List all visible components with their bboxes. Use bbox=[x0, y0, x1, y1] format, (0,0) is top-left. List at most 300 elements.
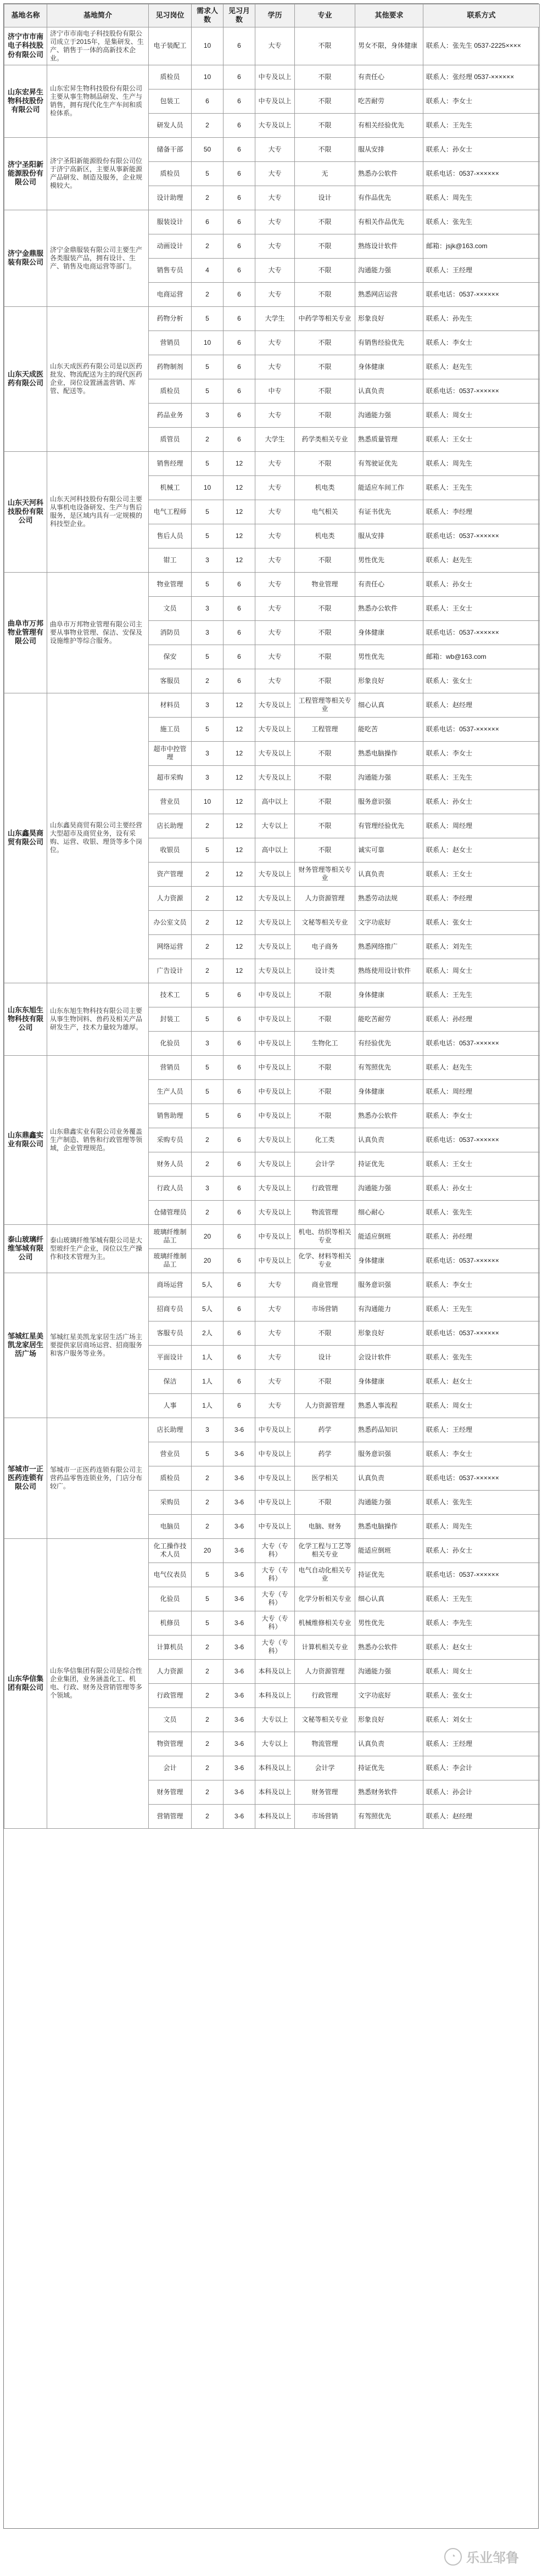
requirements-cell: 服从安排 bbox=[355, 524, 423, 548]
degree-cell: 中专及以上 bbox=[255, 1031, 295, 1055]
degree-cell: 大专 bbox=[255, 282, 295, 306]
days-cell: 3-6 bbox=[223, 1466, 255, 1490]
days-cell: 12 bbox=[223, 814, 255, 838]
position-cell: 电气仪表员 bbox=[149, 1563, 192, 1587]
degree-cell: 大专 bbox=[255, 1345, 295, 1369]
requirements-cell: 身体健康 bbox=[355, 1369, 423, 1393]
major-cell: 药学类相关专业 bbox=[295, 427, 355, 451]
count-cell: 10 bbox=[192, 475, 223, 500]
count-cell: 2 bbox=[192, 1804, 223, 1828]
count-cell: 5人 bbox=[192, 1273, 223, 1297]
position-cell: 营销管理 bbox=[149, 1804, 192, 1828]
position-cell: 客服专员 bbox=[149, 1321, 192, 1345]
count-cell: 5 bbox=[192, 1442, 223, 1466]
major-cell: 电脑、财务 bbox=[295, 1514, 355, 1538]
degree-cell: 中专及以上 bbox=[255, 1466, 295, 1490]
position-cell: 储备干部 bbox=[149, 137, 192, 161]
days-cell: 3-6 bbox=[223, 1490, 255, 1514]
degree-cell: 大专 bbox=[255, 27, 295, 65]
days-cell: 3-6 bbox=[223, 1707, 255, 1732]
contact-cell: 联系人：王经理 bbox=[423, 258, 540, 282]
requirements-cell: 服务意识强 bbox=[355, 1442, 423, 1466]
contact-cell: 联系人：赵女士 bbox=[423, 1635, 540, 1659]
major-cell: 不限 bbox=[295, 210, 355, 234]
base-name-cell: 山东宏昇生物科技股份有限公司 bbox=[4, 65, 47, 137]
count-cell: 2 bbox=[192, 886, 223, 910]
base-intro-cell: 济宁金鼎服装有限公司主要生产各类服装产品，拥有设计、生产、销售及电商运营等部门。 bbox=[47, 210, 149, 306]
days-cell: 6 bbox=[223, 572, 255, 596]
days-cell: 12 bbox=[223, 500, 255, 524]
days-cell: 6 bbox=[223, 89, 255, 113]
count-cell: 5 bbox=[192, 1104, 223, 1128]
major-cell: 人力资源管理 bbox=[295, 1393, 355, 1418]
degree-cell: 中专及以上 bbox=[255, 1224, 295, 1248]
position-cell: 药物制剂 bbox=[149, 355, 192, 379]
degree-cell: 大专以上 bbox=[255, 814, 295, 838]
position-cell: 采购专员 bbox=[149, 1128, 192, 1152]
position-cell: 机械工 bbox=[149, 475, 192, 500]
base-intro-cell: 山东鼎鑫实业有限公司业务覆盖生产制造、销售和行政管理等领域，企业管理规范。 bbox=[47, 1055, 149, 1224]
requirements-cell: 熟练使用设计软件 bbox=[355, 959, 423, 983]
requirements-cell: 能适应倒班 bbox=[355, 1538, 423, 1563]
major-cell: 药学 bbox=[295, 1442, 355, 1466]
requirements-cell: 认真负责 bbox=[355, 862, 423, 886]
base-name-cell: 山东天成医药有限公司 bbox=[4, 306, 47, 451]
base-intro-cell: 邹城市一正医药连锁有限公司主营药品零售连锁业务，门店分布较广。 bbox=[47, 1418, 149, 1538]
base-intro-cell: 山东鑫昊商贸有限公司主要经营大型超市及商贸业务，设有采购、运营、收银、理货等多个岗位。 bbox=[47, 693, 149, 983]
requirements-cell: 吃苦耐劳 bbox=[355, 89, 423, 113]
degree-cell: 大专 bbox=[255, 475, 295, 500]
requirements-cell: 诚实可靠 bbox=[355, 838, 423, 862]
header-requirements: 其他要求 bbox=[355, 4, 423, 27]
contact-cell: 联系人：李会计 bbox=[423, 1756, 540, 1780]
major-cell: 行政管理 bbox=[295, 1683, 355, 1707]
days-cell: 12 bbox=[223, 548, 255, 572]
contact-cell: 联系人：赵经理 bbox=[423, 693, 540, 717]
header-position: 见习岗位 bbox=[149, 4, 192, 27]
major-cell: 不限 bbox=[295, 983, 355, 1007]
contact-cell: 联系人：周女士 bbox=[423, 403, 540, 427]
contact-cell: 联系人：周先生 bbox=[423, 1514, 540, 1538]
degree-cell: 大专及以上 bbox=[255, 741, 295, 765]
contact-cell: 联系人：张先生 bbox=[423, 1345, 540, 1369]
table-row bbox=[4, 1055, 540, 1079]
contact-cell: 联系人：王经理 bbox=[423, 1732, 540, 1756]
count-cell: 2 bbox=[192, 1128, 223, 1152]
degree-cell: 大专及以上 bbox=[255, 1152, 295, 1176]
major-cell: 商业管理 bbox=[295, 1273, 355, 1297]
degree-cell: 中专及以上 bbox=[255, 1055, 295, 1079]
requirements-cell: 有驾照优先 bbox=[355, 1804, 423, 1828]
major-cell: 不限 bbox=[295, 1321, 355, 1345]
table-row bbox=[4, 1273, 540, 1297]
count-cell: 2 bbox=[192, 1466, 223, 1490]
contact-cell: 联系人：刘先生 bbox=[423, 934, 540, 959]
requirements-cell: 细心认真 bbox=[355, 693, 423, 717]
requirements-cell: 身体健康 bbox=[355, 1248, 423, 1273]
count-cell: 3 bbox=[192, 548, 223, 572]
requirements-cell: 熟悉网络推广 bbox=[355, 934, 423, 959]
count-cell: 2 bbox=[192, 1780, 223, 1804]
days-cell: 6 bbox=[223, 306, 255, 331]
requirements-cell: 服务意识强 bbox=[355, 789, 423, 814]
count-cell: 5 bbox=[192, 161, 223, 186]
requirements-cell: 熟悉人事流程 bbox=[355, 1393, 423, 1418]
count-cell: 6 bbox=[192, 89, 223, 113]
days-cell: 12 bbox=[223, 862, 255, 886]
count-cell: 5 bbox=[192, 645, 223, 669]
base-name-cell: 山东东旭生物科技有限公司 bbox=[4, 983, 47, 1055]
position-cell: 设计助理 bbox=[149, 186, 192, 210]
major-cell: 不限 bbox=[295, 403, 355, 427]
degree-cell: 大专（专科） bbox=[255, 1635, 295, 1659]
days-cell: 6 bbox=[223, 1055, 255, 1079]
count-cell: 5 bbox=[192, 1055, 223, 1079]
degree-cell: 高中以上 bbox=[255, 838, 295, 862]
days-cell: 12 bbox=[223, 693, 255, 717]
requirements-cell: 细心耐心 bbox=[355, 1200, 423, 1224]
requirements-cell: 男性优先 bbox=[355, 645, 423, 669]
days-cell: 6 bbox=[223, 65, 255, 89]
requirements-cell: 沟通能力强 bbox=[355, 1176, 423, 1200]
contact-cell: 联系人：周先生 bbox=[423, 451, 540, 475]
requirements-cell: 有责任心 bbox=[355, 65, 423, 89]
major-cell: 化学工程与工艺等相关专业 bbox=[295, 1538, 355, 1563]
major-cell: 不限 bbox=[295, 27, 355, 65]
count-cell: 5 bbox=[192, 500, 223, 524]
degree-cell: 大专 bbox=[255, 645, 295, 669]
contact-cell: 联系人：张经理 0537-×××××× bbox=[423, 65, 540, 89]
requirements-cell: 熟悉电脑操作 bbox=[355, 741, 423, 765]
requirements-cell: 熟悉办公软件 bbox=[355, 1635, 423, 1659]
degree-cell: 中专及以上 bbox=[255, 1007, 295, 1031]
degree-cell: 大专（专科） bbox=[255, 1611, 295, 1635]
requirements-cell: 持证优先 bbox=[355, 1152, 423, 1176]
position-cell: 化验员 bbox=[149, 1031, 192, 1055]
table-row bbox=[4, 983, 540, 1007]
degree-cell: 高中以上 bbox=[255, 789, 295, 814]
count-cell: 3 bbox=[192, 693, 223, 717]
days-cell: 3-6 bbox=[223, 1611, 255, 1635]
requirements-cell: 有驾驶证优先 bbox=[355, 451, 423, 475]
days-cell: 6 bbox=[223, 1369, 255, 1393]
position-cell: 化工操作技术人员 bbox=[149, 1538, 192, 1563]
count-cell: 2 bbox=[192, 1756, 223, 1780]
major-cell: 不限 bbox=[295, 1104, 355, 1128]
major-cell: 不限 bbox=[295, 451, 355, 475]
major-cell: 电气相关 bbox=[295, 500, 355, 524]
count-cell: 5 bbox=[192, 524, 223, 548]
position-cell: 玻璃纤维制品工 bbox=[149, 1224, 192, 1248]
major-cell: 机械维修相关专业 bbox=[295, 1611, 355, 1635]
major-cell: 文秘等相关专业 bbox=[295, 1707, 355, 1732]
days-cell: 3-6 bbox=[223, 1442, 255, 1466]
major-cell: 不限 bbox=[295, 1369, 355, 1393]
degree-cell: 大专及以上 bbox=[255, 934, 295, 959]
degree-cell: 大专及以上 bbox=[255, 862, 295, 886]
count-cell: 2 bbox=[192, 1152, 223, 1176]
header-count: 需求人数 bbox=[192, 4, 223, 27]
count-cell: 3 bbox=[192, 1176, 223, 1200]
requirements-cell: 有证书优先 bbox=[355, 500, 423, 524]
major-cell: 不限 bbox=[295, 620, 355, 645]
degree-cell: 大专 bbox=[255, 548, 295, 572]
requirements-cell: 有驾照优先 bbox=[355, 1055, 423, 1079]
header-days: 见习月数 bbox=[223, 4, 255, 27]
count-cell: 20 bbox=[192, 1248, 223, 1273]
requirements-cell: 熟悉财务软件 bbox=[355, 1780, 423, 1804]
contact-cell: 联系人：王经理 bbox=[423, 1418, 540, 1442]
count-cell: 5 bbox=[192, 1587, 223, 1611]
days-cell: 3-6 bbox=[223, 1780, 255, 1804]
position-cell: 超市中控管理 bbox=[149, 741, 192, 765]
position-cell: 财务人员 bbox=[149, 1152, 192, 1176]
contact-cell: 联系人：孙经理 bbox=[423, 1007, 540, 1031]
count-cell: 10 bbox=[192, 789, 223, 814]
contact-cell: 联系电话：0537-×××××× bbox=[423, 1466, 540, 1490]
degree-cell: 大学生 bbox=[255, 306, 295, 331]
major-cell: 设计 bbox=[295, 186, 355, 210]
degree-cell: 大专 bbox=[255, 186, 295, 210]
major-cell: 工程管理 bbox=[295, 717, 355, 741]
major-cell: 机电类 bbox=[295, 524, 355, 548]
degree-cell: 大专及以上 bbox=[255, 910, 295, 934]
days-cell: 6 bbox=[223, 1007, 255, 1031]
base-intro-cell: 济宁圣阳新能源股份有限公司位于济宁高新区，主要从事新能源产品研发、制造及服务，企业规模较大。 bbox=[47, 137, 149, 210]
major-cell: 设计 bbox=[295, 1345, 355, 1369]
count-cell: 3 bbox=[192, 741, 223, 765]
position-cell: 电气工程师 bbox=[149, 500, 192, 524]
degree-cell: 大专（专科） bbox=[255, 1587, 295, 1611]
contact-cell: 联系人：李女士 bbox=[423, 1442, 540, 1466]
major-cell: 中药学等相关专业 bbox=[295, 306, 355, 331]
requirements-cell: 能吃苦耐劳 bbox=[355, 1007, 423, 1031]
requirements-cell: 文字功底好 bbox=[355, 1683, 423, 1707]
base-name-cell: 邹城红星美凯龙家居生活广场 bbox=[4, 1273, 47, 1418]
degree-cell: 中专及以上 bbox=[255, 1104, 295, 1128]
contact-cell: 联系人：周先生 bbox=[423, 186, 540, 210]
days-cell: 12 bbox=[223, 451, 255, 475]
position-cell: 店长助理 bbox=[149, 814, 192, 838]
position-cell: 销售专员 bbox=[149, 258, 192, 282]
contact-cell: 联系电话：0537-×××××× bbox=[423, 1321, 540, 1345]
contact-cell: 联系人：李女士 bbox=[423, 331, 540, 355]
position-cell: 文员 bbox=[149, 596, 192, 620]
days-cell: 12 bbox=[223, 934, 255, 959]
requirements-cell: 沟通能力强 bbox=[355, 1490, 423, 1514]
requirements-cell: 文字功底好 bbox=[355, 910, 423, 934]
contact-cell: 联系人：孙女士 bbox=[423, 789, 540, 814]
days-cell: 6 bbox=[223, 1176, 255, 1200]
major-cell: 设计类 bbox=[295, 959, 355, 983]
days-cell: 6 bbox=[223, 1321, 255, 1345]
days-cell: 6 bbox=[223, 1297, 255, 1321]
table-row bbox=[4, 1538, 540, 1563]
major-cell: 电气自动化相关专业 bbox=[295, 1563, 355, 1587]
position-cell: 资产管理 bbox=[149, 862, 192, 886]
major-cell: 化学分析相关专业 bbox=[295, 1587, 355, 1611]
days-cell: 6 bbox=[223, 1345, 255, 1369]
position-cell: 营业员 bbox=[149, 1442, 192, 1466]
chat-bubble-icon: ◔ bbox=[444, 2548, 462, 2566]
contact-cell: 联系电话：0537-×××××× bbox=[423, 1128, 540, 1152]
contact-cell: 联系电话：0537-×××××× bbox=[423, 379, 540, 403]
table-row bbox=[4, 572, 540, 596]
position-cell: 技术工 bbox=[149, 983, 192, 1007]
position-cell: 化验员 bbox=[149, 1587, 192, 1611]
major-cell: 不限 bbox=[295, 741, 355, 765]
count-cell: 2 bbox=[192, 1635, 223, 1659]
contact-cell: 联系人：赵女士 bbox=[423, 1369, 540, 1393]
degree-cell: 大专（专科） bbox=[255, 1538, 295, 1563]
count-cell: 10 bbox=[192, 65, 223, 89]
degree-cell: 本科及以上 bbox=[255, 1659, 295, 1683]
count-cell: 3 bbox=[192, 403, 223, 427]
contact-cell: 联系人：周经理 bbox=[423, 814, 540, 838]
days-cell: 3-6 bbox=[223, 1732, 255, 1756]
days-cell: 12 bbox=[223, 959, 255, 983]
count-cell: 3 bbox=[192, 1031, 223, 1055]
degree-cell: 大专 bbox=[255, 1393, 295, 1418]
major-cell: 无 bbox=[295, 161, 355, 186]
requirements-cell: 沟通能力强 bbox=[355, 765, 423, 789]
table-header bbox=[4, 4, 540, 27]
days-cell: 6 bbox=[223, 379, 255, 403]
count-cell: 5 bbox=[192, 355, 223, 379]
contact-cell: 联系人：李经理 bbox=[423, 886, 540, 910]
table-row bbox=[4, 451, 540, 475]
degree-cell: 大专及以上 bbox=[255, 717, 295, 741]
count-cell: 2 bbox=[192, 1200, 223, 1224]
major-cell: 人力资源管理 bbox=[295, 886, 355, 910]
major-cell: 生物化工 bbox=[295, 1031, 355, 1055]
header-base-intro: 基地简介 bbox=[47, 4, 149, 27]
major-cell: 不限 bbox=[295, 137, 355, 161]
base-intro-cell: 邹城红星美凯龙家居生活广场主要提供家居商场运营、招商服务和客户服务等业务。 bbox=[47, 1273, 149, 1418]
days-cell: 12 bbox=[223, 741, 255, 765]
base-name-cell: 山东鼎鑫实业有限公司 bbox=[4, 1055, 47, 1224]
major-cell: 化学、材料等相关专业 bbox=[295, 1248, 355, 1273]
degree-cell: 大专及以上 bbox=[255, 693, 295, 717]
count-cell: 3 bbox=[192, 620, 223, 645]
position-cell: 超市采购 bbox=[149, 765, 192, 789]
major-cell: 不限 bbox=[295, 814, 355, 838]
major-cell: 不限 bbox=[295, 1007, 355, 1031]
major-cell: 财务管理等相关专业 bbox=[295, 862, 355, 886]
requirements-cell: 认真负责 bbox=[355, 1128, 423, 1152]
degree-cell: 大专 bbox=[255, 500, 295, 524]
position-cell: 玻璃纤维制品工 bbox=[149, 1248, 192, 1273]
contact-cell: 联系人：孙经理 bbox=[423, 1224, 540, 1248]
position-cell: 营销员 bbox=[149, 331, 192, 355]
contact-cell: 联系人：张女士 bbox=[423, 1683, 540, 1707]
position-cell: 销售经理 bbox=[149, 451, 192, 475]
count-cell: 5 bbox=[192, 1563, 223, 1587]
count-cell: 5 bbox=[192, 1611, 223, 1635]
major-cell: 不限 bbox=[295, 669, 355, 693]
position-cell: 客服员 bbox=[149, 669, 192, 693]
requirements-cell: 熟悉药品知识 bbox=[355, 1418, 423, 1442]
table-row bbox=[4, 210, 540, 234]
base-intro-cell: 济宁市市南电子科技股份有限公司成立于2015年，是集研发、生产、销售于一体的高新技术企业。 bbox=[47, 27, 149, 65]
days-cell: 12 bbox=[223, 886, 255, 910]
table-row bbox=[4, 137, 540, 161]
contact-cell: 联系人：孙会计 bbox=[423, 1780, 540, 1804]
degree-cell: 大专 bbox=[255, 161, 295, 186]
position-cell: 生产人员 bbox=[149, 1079, 192, 1104]
contact-cell: 联系人：王女士 bbox=[423, 427, 540, 451]
contact-cell: 联系人：王女士 bbox=[423, 862, 540, 886]
count-cell: 2 bbox=[192, 186, 223, 210]
degree-cell: 大专及以上 bbox=[255, 886, 295, 910]
major-cell: 物流管理 bbox=[295, 1200, 355, 1224]
days-cell: 3-6 bbox=[223, 1804, 255, 1828]
contact-cell: 联系人：张先生 bbox=[423, 1200, 540, 1224]
degree-cell: 大专 bbox=[255, 331, 295, 355]
table-row bbox=[4, 27, 540, 65]
major-cell: 不限 bbox=[295, 379, 355, 403]
base-name-cell: 济宁市市南电子科技股份有限公司 bbox=[4, 27, 47, 65]
watermark-text: 乐业邹鲁 bbox=[466, 2551, 519, 2566]
contact-cell: 联系人：王先生 bbox=[423, 1297, 540, 1321]
degree-cell: 中专及以上 bbox=[255, 1248, 295, 1273]
contact-cell: 联系人：李女士 bbox=[423, 741, 540, 765]
days-cell: 3-6 bbox=[223, 1514, 255, 1538]
base-intro-cell: 山东天成医药有限公司是以医药批发、物流配送为主的现代医药企业，岗位设置涵盖营销、库管、配送等。 bbox=[47, 306, 149, 451]
position-cell: 人力资源 bbox=[149, 886, 192, 910]
position-cell: 销售助理 bbox=[149, 1104, 192, 1128]
requirements-cell: 熟悉办公软件 bbox=[355, 596, 423, 620]
days-cell: 6 bbox=[223, 331, 255, 355]
degree-cell: 中专及以上 bbox=[255, 1442, 295, 1466]
major-cell: 文秘等相关专业 bbox=[295, 910, 355, 934]
days-cell: 6 bbox=[223, 403, 255, 427]
count-cell: 6 bbox=[192, 210, 223, 234]
degree-cell: 大专以上 bbox=[255, 1732, 295, 1756]
requirements-cell: 会设计软件 bbox=[355, 1345, 423, 1369]
degree-cell: 中专及以上 bbox=[255, 1079, 295, 1104]
major-cell: 物业管理 bbox=[295, 572, 355, 596]
degree-cell: 大专 bbox=[255, 1321, 295, 1345]
contact-cell: 联系人：李女士 bbox=[423, 1273, 540, 1297]
position-cell: 采购员 bbox=[149, 1490, 192, 1514]
position-cell: 电商运营 bbox=[149, 282, 192, 306]
requirements-cell: 沟通能力强 bbox=[355, 258, 423, 282]
degree-cell: 大专及以上 bbox=[255, 765, 295, 789]
requirements-cell: 有沟通能力 bbox=[355, 1297, 423, 1321]
requirements-cell: 沟通能力强 bbox=[355, 1659, 423, 1683]
days-cell: 3-6 bbox=[223, 1683, 255, 1707]
major-cell: 市场营销 bbox=[295, 1804, 355, 1828]
count-cell: 4 bbox=[192, 258, 223, 282]
major-cell: 不限 bbox=[295, 113, 355, 137]
days-cell: 6 bbox=[223, 113, 255, 137]
position-cell: 行政管理 bbox=[149, 1683, 192, 1707]
count-cell: 3 bbox=[192, 1418, 223, 1442]
position-cell: 质管员 bbox=[149, 427, 192, 451]
requirements-cell: 有相关作品优先 bbox=[355, 210, 423, 234]
degree-cell: 大专 bbox=[255, 355, 295, 379]
degree-cell: 大专 bbox=[255, 210, 295, 234]
requirements-cell: 身体健康 bbox=[355, 620, 423, 645]
count-cell: 2人 bbox=[192, 1321, 223, 1345]
days-cell: 3-6 bbox=[223, 1418, 255, 1442]
base-name-cell: 山东天河科技股份有限公司 bbox=[4, 451, 47, 572]
degree-cell: 中专 bbox=[255, 379, 295, 403]
degree-cell: 大专及以上 bbox=[255, 1200, 295, 1224]
requirements-cell: 形象良好 bbox=[355, 1707, 423, 1732]
requirements-cell: 身体健康 bbox=[355, 1079, 423, 1104]
